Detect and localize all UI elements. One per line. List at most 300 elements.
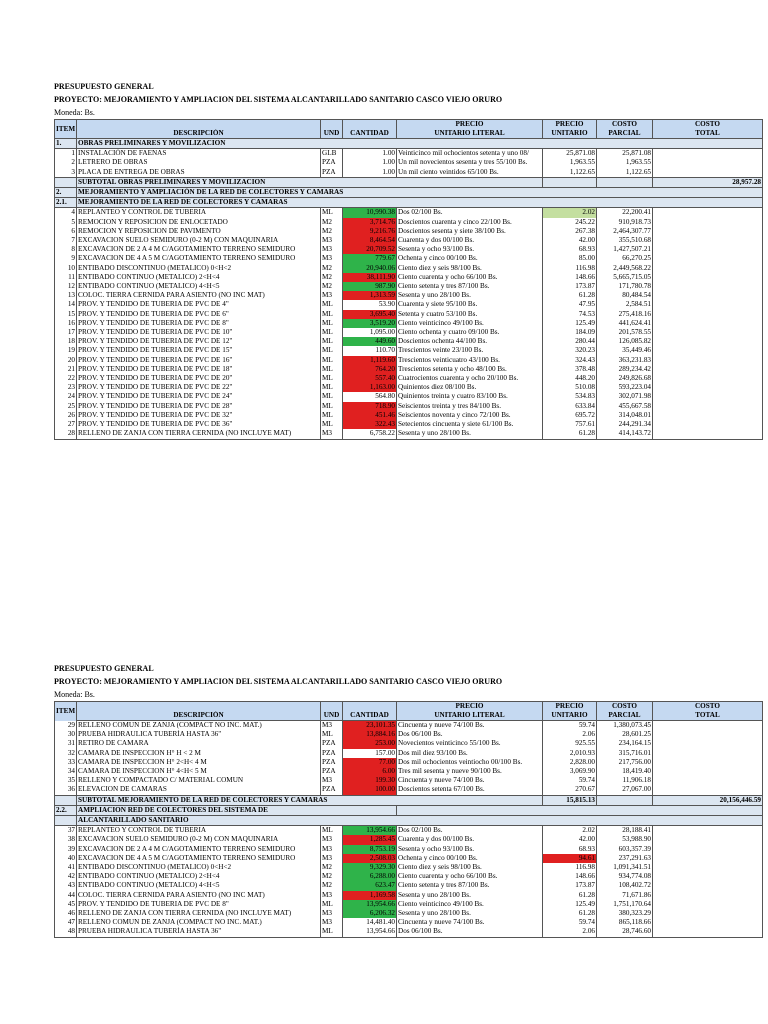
item-description: PROV. Y TENDIDO DE TUBERIA DE PVC DE 8" <box>77 900 321 909</box>
item-unit: ML <box>321 319 343 328</box>
item-partial-cost: 2,449,568.22 <box>597 264 653 273</box>
item-description: LETRERO DE OBRAS <box>77 158 321 167</box>
item-partial-cost: 275,418.16 <box>597 310 653 319</box>
table-row <box>55 254 763 263</box>
item-total-cost <box>653 227 763 236</box>
section-title: MEJORAMIENTO DE LA RED DE COLECTORES Y CAMARAS <box>77 198 763 208</box>
item-total-cost <box>653 900 763 909</box>
item-total-cost <box>653 328 763 337</box>
item-total-cost <box>653 420 763 429</box>
item-number: 40 <box>55 854 77 863</box>
item-partial-cost: 1,751,170.64 <box>597 900 653 909</box>
item-quantity: 9,329.30 <box>343 863 397 872</box>
item-unit: ML <box>321 420 343 429</box>
item-unit-price-literal: Cincuenta y nueve 74/100 Bs. <box>397 776 543 785</box>
item-quantity: 322.43 <box>343 420 397 429</box>
col-und-top <box>321 120 343 130</box>
item-quantity: 1,095.00 <box>343 328 397 337</box>
item-quantity: 110.70 <box>343 346 397 355</box>
item-total-cost <box>653 835 763 844</box>
item-unit-price-literal: Doscientos cuarenta y cinco 22/100 Bs. <box>397 218 543 227</box>
item-unit: ML <box>321 402 343 411</box>
item-unit-price: 59.74 <box>543 918 597 927</box>
item-number: 30 <box>55 730 77 739</box>
table-row <box>55 282 763 291</box>
section-row <box>55 816 763 826</box>
item-number: 25 <box>55 402 77 411</box>
budget-sheet-1 <box>54 80 762 440</box>
col-cp: PARCIAL <box>597 711 653 721</box>
item-unit-price: 324.43 <box>543 356 597 365</box>
item-quantity: 13,884.16 <box>343 730 397 739</box>
col-lit: UNITARIO LITERAL <box>397 129 543 139</box>
item-unit: M2 <box>321 227 343 236</box>
item-unit-price: 2.02 <box>543 826 597 836</box>
item-total-cost <box>653 168 763 178</box>
item-description: PROV. Y TENDIDO DE TUBERIA DE PVC DE 32" <box>77 411 321 420</box>
table-row <box>55 356 763 365</box>
subtotal-item <box>55 177 77 187</box>
item-description: ELEVACION DE CAMARAS <box>77 785 321 795</box>
item-number: 28 <box>55 429 77 439</box>
item-quantity: 6.00 <box>343 767 397 776</box>
item-unit: GLB <box>321 149 343 159</box>
item-total-cost <box>653 909 763 918</box>
table-row <box>55 392 763 401</box>
item-unit: M3 <box>321 291 343 300</box>
item-number: 47 <box>55 918 77 927</box>
item-unit-price: 85.00 <box>543 254 597 263</box>
item-unit: PZA <box>321 785 343 795</box>
item-unit-price: 1,122.65 <box>543 168 597 178</box>
item-description: PLACA DE ENTREGA DE OBRAS <box>77 168 321 178</box>
item-unit-price-literal: Tres mil sesenta y nueve 90/100 Bs. <box>397 767 543 776</box>
item-unit-price-literal: Ochenta y cinco 00/100 Bs. <box>397 254 543 263</box>
item-partial-cost: 1,427,507.21 <box>597 245 653 254</box>
item-description: EXCAVACION SUELO SEMIDURO (0-2 M) CON MAQUINARIA <box>77 835 321 844</box>
item-unit: ML <box>321 365 343 374</box>
table-row <box>55 227 763 236</box>
item-number: 17 <box>55 328 77 337</box>
item-description: PROV. Y TENDIDO DE TUBERIA DE PVC DE 10" <box>77 328 321 337</box>
item-partial-cost: 2,584.51 <box>597 300 653 309</box>
item-number: 15 <box>55 310 77 319</box>
table-row <box>55 749 763 758</box>
item-quantity: 3,519.20 <box>343 319 397 328</box>
item-partial-cost: 27,067.00 <box>597 785 653 795</box>
item-description: EXCAVACION DE 2 A 4 M C/AGOTAMIENTO TERRENO SEMIDURO <box>77 245 321 254</box>
item-unit-price: 2.06 <box>543 927 597 937</box>
item-number: 41 <box>55 863 77 872</box>
item-unit: M3 <box>321 776 343 785</box>
budget-sheet-2 <box>54 662 762 938</box>
item-description: RETIRO DE CAMARA <box>77 739 321 748</box>
col-cant: CANTIDAD <box>343 129 397 139</box>
item-unit: ML <box>321 356 343 365</box>
item-partial-cost: 234,164.15 <box>597 739 653 748</box>
item-unit-price-literal: Cincuenta y nueve 74/100 Bs. <box>397 721 543 731</box>
item-total-cost <box>653 392 763 401</box>
col-cant-top <box>343 120 397 130</box>
item-number: 35 <box>55 776 77 785</box>
item-unit-price-literal: Ciento veinticinco 49/100 Bs. <box>397 900 543 909</box>
item-total-cost <box>653 310 763 319</box>
item-unit: PZA <box>321 168 343 178</box>
section-row <box>55 805 763 815</box>
item-quantity: 564.80 <box>343 392 397 401</box>
item-number: 37 <box>55 826 77 836</box>
col-desc: DESCRIPCIÓN <box>77 711 321 721</box>
item-unit-price: 42.00 <box>543 236 597 245</box>
item-unit: ML <box>321 374 343 383</box>
item-number: 34 <box>55 767 77 776</box>
item-total-cost <box>653 863 763 872</box>
col-cp: PARCIAL <box>597 129 653 139</box>
item-description: PROV. Y TENDIDO DE TUBERIA DE PVC DE 4" <box>77 300 321 309</box>
item-unit-price: 61.28 <box>543 891 597 900</box>
col-desc-top <box>77 702 321 712</box>
item-quantity: 6,206.32 <box>343 909 397 918</box>
item-partial-cost: 217,756.00 <box>597 758 653 767</box>
item-unit-price: 267.38 <box>543 227 597 236</box>
subtotal-total: 20,156,446.59 <box>653 795 763 805</box>
item-partial-cost: 171,780.78 <box>597 282 653 291</box>
item-description: ENTIBADO CONTINUO (METALICO) 4<H<5 <box>77 282 321 291</box>
table-row <box>55 208 763 218</box>
item-unit: PZA <box>321 739 343 748</box>
item-total-cost <box>653 282 763 291</box>
item-total-cost <box>653 891 763 900</box>
item-unit: ML <box>321 826 343 836</box>
col-pu-top: PRECIO <box>543 702 597 712</box>
item-description: PROV. Y TENDIDO DE TUBERIA DE PVC DE 15" <box>77 346 321 355</box>
section-row <box>55 795 763 805</box>
item-quantity: 1,163.00 <box>343 383 397 392</box>
item-unit-price-literal: Dos 02/100 Bs. <box>397 826 543 836</box>
item-number: 6 <box>55 227 77 236</box>
col-ct: TOTAL <box>653 129 763 139</box>
item-unit-price: 695.72 <box>543 411 597 420</box>
item-unit-price-literal: Seiscientos noventa y cinco 72/100 Bs. <box>397 411 543 420</box>
item-description: PROV. Y TENDIDO DE TUBERIA DE PVC DE 18" <box>77 365 321 374</box>
item-unit-price-literal: Dos mil diez 93/100 Bs. <box>397 749 543 758</box>
item-description: RELLENO COMUN DE ZANJA (COMPACT NO INC. MAT.) <box>77 721 321 731</box>
item-unit-price: 47.95 <box>543 300 597 309</box>
col-lit-top: PRECIO <box>397 702 543 712</box>
item-total-cost <box>653 291 763 300</box>
col-cp-top: COSTO <box>597 120 653 130</box>
item-description: PRUEBA HIDRAULICA TUBERÍA HASTA 36" <box>77 927 321 937</box>
item-unit-price-literal: Ciento cuarenta y ocho 66/100 Bs. <box>397 273 543 282</box>
item-unit-price: 148.66 <box>543 273 597 282</box>
item-unit-price: 2.02 <box>543 208 597 218</box>
item-unit-price: 925.55 <box>543 739 597 748</box>
table-row <box>55 909 763 918</box>
item-partial-cost: 22,200.41 <box>597 208 653 218</box>
item-description: COLOC. TIERRA CERNIDA PARA ASIENTO (NO INC MAT) <box>77 291 321 300</box>
item-quantity: 1.00 <box>343 168 397 178</box>
item-quantity: 1,119.60 <box>343 356 397 365</box>
item-unit-price-literal: Veinticinco mil ochocientos setenta y uno 08/ <box>397 149 543 159</box>
item-unit-price: 1,963.55 <box>543 158 597 167</box>
table-row <box>55 383 763 392</box>
item-unit-price-literal: Dos 06/100 Bs. <box>397 927 543 937</box>
item-unit-price: 534.83 <box>543 392 597 401</box>
item-quantity: 1.00 <box>343 149 397 159</box>
table-row <box>55 863 763 872</box>
item-total-cost <box>653 730 763 739</box>
item-quantity: 10,990.38 <box>343 208 397 218</box>
item-quantity: 1.00 <box>343 158 397 167</box>
item-partial-cost: 355,510.68 <box>597 236 653 245</box>
item-partial-cost: 28,746.60 <box>597 927 653 937</box>
col-und: UND <box>321 129 343 139</box>
table-row <box>55 337 763 346</box>
item-unit-price-literal: Doscientos ochenta 44/100 Bs. <box>397 337 543 346</box>
item-unit-price-literal: Ciento ochenta y cuatro 09/100 Bs. <box>397 328 543 337</box>
item-quantity: 3,695.40 <box>343 310 397 319</box>
section-number: 2.1. <box>55 198 77 208</box>
item-description: PROV. Y TENDIDO DE TUBERIA DE PVC DE 8" <box>77 319 321 328</box>
table-row <box>55 785 763 795</box>
item-total-cost <box>653 208 763 218</box>
item-unit-price-literal: Dos 06/100 Bs. <box>397 730 543 739</box>
item-description: REMOCION Y REPOSICION DE ENLOCETADO <box>77 218 321 227</box>
item-total-cost <box>653 918 763 927</box>
item-unit-price: 173.87 <box>543 881 597 890</box>
item-unit-price: 173.87 <box>543 282 597 291</box>
col-ct-top: COSTO <box>653 120 763 130</box>
item-total-cost <box>653 374 763 383</box>
item-description: PROV. Y TENDIDO DE TUBERIA DE PVC DE 28" <box>77 402 321 411</box>
item-unit: PZA <box>321 749 343 758</box>
item-number: 3 <box>55 168 77 178</box>
item-partial-cost: 80,484.54 <box>597 291 653 300</box>
header-row <box>55 702 763 712</box>
project-name: PROYECTO: MEJORAMIENTO Y AMPLIACION DEL SISTEMA ALCANTARILLADO SANITARIO CASCO VIEJO ORURO <box>54 95 503 104</box>
subtotal-label: SUBTOTAL OBRAS PRELIMINARES Y MOVILIZACION <box>77 177 543 187</box>
item-unit-price: 61.28 <box>543 909 597 918</box>
item-description: PROV. Y TENDIDO DE TUBERIA DE PVC DE 24" <box>77 392 321 401</box>
item-quantity: 13,954.66 <box>343 826 397 836</box>
item-quantity: 157.00 <box>343 749 397 758</box>
item-quantity: 623.47 <box>343 881 397 890</box>
item-total-cost <box>653 429 763 439</box>
subtotal-total: 28,957.28 <box>653 177 763 187</box>
item-unit-price: 25,871.08 <box>543 149 597 159</box>
budget-table-2 <box>54 701 763 938</box>
subtotal-unit: 15,815.13 <box>543 795 597 805</box>
col-desc-top <box>77 120 321 130</box>
item-unit-price-literal: Sesenta y uno 28/100 Bs. <box>397 891 543 900</box>
col-cant: CANTIDAD <box>343 711 397 721</box>
item-unit: M3 <box>321 835 343 844</box>
item-unit-price: 448.20 <box>543 374 597 383</box>
item-number: 45 <box>55 900 77 909</box>
col-ct: TOTAL <box>653 711 763 721</box>
item-unit: ML <box>321 392 343 401</box>
table-row <box>55 845 763 854</box>
table-row <box>55 854 763 863</box>
item-unit-price: 2,828.00 <box>543 758 597 767</box>
item-unit-price-literal: Ciento cuarenta y ocho 66/100 Bs. <box>397 872 543 881</box>
section-title-cont: ALCANTARILLADO SANITARIO <box>77 816 397 826</box>
item-quantity: 6,758.22 <box>343 429 397 439</box>
item-partial-cost: 1,380,073.45 <box>597 721 653 731</box>
item-partial-cost: 5,665,715.05 <box>597 273 653 282</box>
item-quantity: 1,285.45 <box>343 835 397 844</box>
item-partial-cost: 126,085.82 <box>597 337 653 346</box>
item-quantity: 253.00 <box>343 739 397 748</box>
item-total-cost <box>653 785 763 795</box>
item-quantity: 14,481.40 <box>343 918 397 927</box>
item-number: 8 <box>55 245 77 254</box>
item-partial-cost: 35,449.46 <box>597 346 653 355</box>
item-number: 42 <box>55 872 77 881</box>
col-lit: UNITARIO LITERAL <box>397 711 543 721</box>
item-quantity: 20,940.06 <box>343 264 397 273</box>
item-number: 23 <box>55 383 77 392</box>
item-partial-cost: 237,291.63 <box>597 854 653 863</box>
table-row <box>55 245 763 254</box>
budget-title: PRESUPUESTO GENERAL <box>54 664 154 673</box>
item-quantity: 8,464.54 <box>343 236 397 245</box>
item-unit: M2 <box>321 863 343 872</box>
item-quantity: 6,288.00 <box>343 872 397 881</box>
item-unit: ML <box>321 208 343 218</box>
item-unit: M2 <box>321 264 343 273</box>
item-number: 13 <box>55 291 77 300</box>
item-number: 4 <box>55 208 77 218</box>
item-partial-cost: 593,223.04 <box>597 383 653 392</box>
section-number-cont <box>55 816 77 826</box>
item-unit-price: 184.09 <box>543 328 597 337</box>
item-partial-cost: 28,601.25 <box>597 730 653 739</box>
item-partial-cost: 249,826.68 <box>597 374 653 383</box>
item-unit-price: 68.93 <box>543 845 597 854</box>
table-row <box>55 730 763 739</box>
item-unit: M3 <box>321 721 343 731</box>
item-unit: M3 <box>321 891 343 900</box>
col-lit-top: PRECIO <box>397 120 543 130</box>
item-unit-price: 757.61 <box>543 420 597 429</box>
item-description: ENTIBADO DISCONTINUO (METALICO) 0<H<2 <box>77 264 321 273</box>
item-unit: M3 <box>321 918 343 927</box>
table-row <box>55 374 763 383</box>
item-total-cost <box>653 411 763 420</box>
item-quantity: 8,753.19 <box>343 845 397 854</box>
item-description: RELLENO Y COMPACTADO C/ MATERIAL COMUN <box>77 776 321 785</box>
item-unit-price-literal: Ciento setenta y tres 87/100 Bs. <box>397 282 543 291</box>
section-row <box>55 139 763 149</box>
item-description: RELLENO DE ZANJA CON TIERRA CERNIDA (NO INCLUYE MAT) <box>77 429 321 439</box>
item-unit: M3 <box>321 909 343 918</box>
item-unit-price: 125.49 <box>543 319 597 328</box>
item-description: PROV. Y TENDIDO DE TUBERIA DE PVC DE 20" <box>77 374 321 383</box>
item-description: RELLENO COMUN DE ZANJA (COMPACT NO INC. MAT.) <box>77 918 321 927</box>
table-row <box>55 429 763 439</box>
item-description: CAMARA DE INSPECCION H° 2<H< 4 M <box>77 758 321 767</box>
col-item: ITEM <box>55 120 77 139</box>
item-total-cost <box>653 346 763 355</box>
item-number: 11 <box>55 273 77 282</box>
item-partial-cost: 201,578.55 <box>597 328 653 337</box>
section-row <box>55 188 763 198</box>
item-partial-cost: 71,671.86 <box>597 891 653 900</box>
item-unit-price: 2,010.93 <box>543 749 597 758</box>
item-number: 1 <box>55 149 77 159</box>
table-row <box>55 872 763 881</box>
item-unit: ML <box>321 328 343 337</box>
item-total-cost <box>653 236 763 245</box>
subtotal-partial <box>597 177 653 187</box>
item-total-cost <box>653 319 763 328</box>
item-total-cost <box>653 826 763 836</box>
item-quantity: 779.67 <box>343 254 397 263</box>
item-quantity: 718.90 <box>343 402 397 411</box>
item-unit-price: 633.84 <box>543 402 597 411</box>
item-description: PROV. Y TENDIDO DE TUBERIA DE PVC DE 12" <box>77 337 321 346</box>
table-row <box>55 891 763 900</box>
section-number: 2. <box>55 188 77 198</box>
item-number: 43 <box>55 881 77 890</box>
item-quantity: 1,313.59 <box>343 291 397 300</box>
table-row <box>55 149 763 159</box>
item-quantity: 77.00 <box>343 758 397 767</box>
item-unit-price-literal: Sesenta y ocho 93/100 Bs. <box>397 245 543 254</box>
item-unit-price: 68.93 <box>543 245 597 254</box>
item-unit-price-literal: Trescientos veinte 23/100 Bs. <box>397 346 543 355</box>
item-description: ENTIBADO CONTINUO (METALICO) 4<H<5 <box>77 881 321 890</box>
item-unit-price: 59.74 <box>543 721 597 731</box>
section-title: OBRAS PRELIMINARES Y MOVILIZACION <box>77 139 763 149</box>
item-quantity: 451.46 <box>343 411 397 420</box>
table-row <box>55 826 763 836</box>
item-unit-price: 378.48 <box>543 365 597 374</box>
col-cant-top <box>343 702 397 712</box>
item-unit: M3 <box>321 429 343 439</box>
item-partial-cost: 1,091,341.51 <box>597 863 653 872</box>
item-unit: M2 <box>321 218 343 227</box>
item-unit: M3 <box>321 854 343 863</box>
item-unit: M3 <box>321 254 343 263</box>
item-unit-price-literal: Seiscientos treinta y tres 84/100 Bs. <box>397 402 543 411</box>
item-unit: ML <box>321 900 343 909</box>
item-description: PROV. Y TENDIDO DE TUBERIA DE PVC DE 6" <box>77 310 321 319</box>
item-description: EXCAVACION DE 4 A 5 M C/AGOTAMIENTO TERRENO SEMIDURO <box>77 854 321 863</box>
item-unit-price: 270.67 <box>543 785 597 795</box>
item-unit-price: 59.74 <box>543 776 597 785</box>
item-number: 24 <box>55 392 77 401</box>
table-row <box>55 739 763 748</box>
table-row <box>55 273 763 282</box>
item-unit-price: 280.44 <box>543 337 597 346</box>
item-partial-cost: 315,716.01 <box>597 749 653 758</box>
table-row <box>55 365 763 374</box>
item-number: 48 <box>55 927 77 937</box>
item-unit-price: 116.98 <box>543 264 597 273</box>
item-unit-price-literal: Trescientos veinticuatro 43/100 Bs. <box>397 356 543 365</box>
item-partial-cost: 244,291.34 <box>597 420 653 429</box>
item-total-cost <box>653 927 763 937</box>
item-unit-price: 74.53 <box>543 310 597 319</box>
item-description: EXCAVACION SUELO SEMIDURO (0-2 M) CON MAQUINARIA <box>77 236 321 245</box>
item-total-cost <box>653 383 763 392</box>
item-unit-price-literal: Dos 02/100 Bs. <box>397 208 543 218</box>
item-number: 27 <box>55 420 77 429</box>
item-unit: M2 <box>321 282 343 291</box>
item-total-cost <box>653 721 763 731</box>
